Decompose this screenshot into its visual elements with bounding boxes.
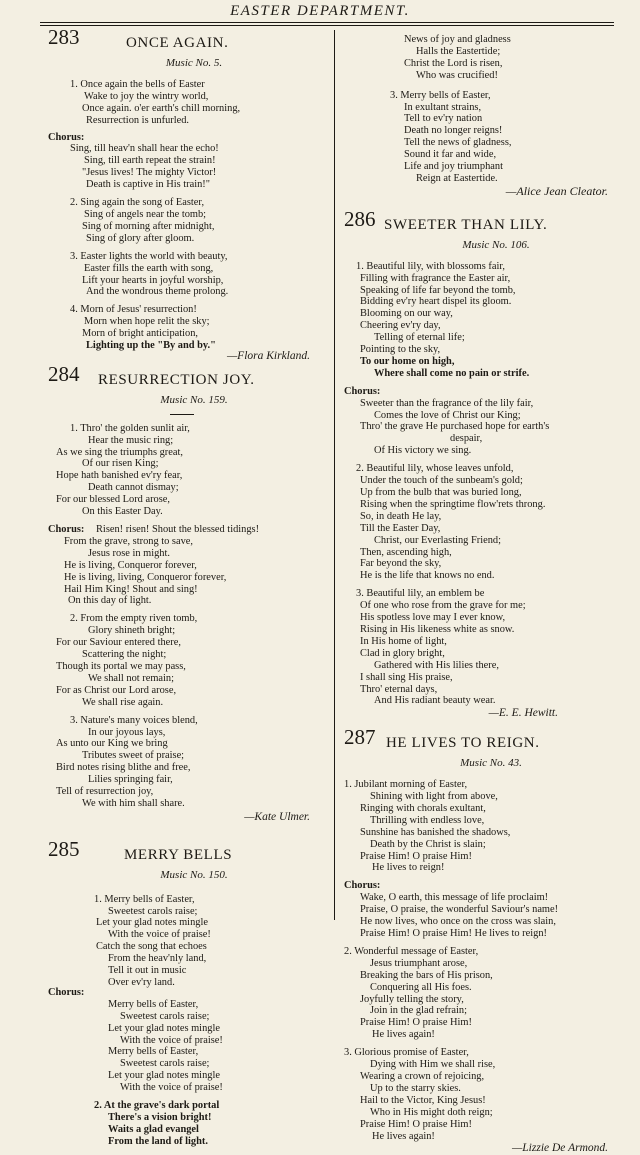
verse-line: Comes the love of Christ our King;	[374, 409, 521, 421]
verse-line: He is living, living, Conqueror forever,	[64, 571, 227, 583]
hymn-285-continued	[344, 34, 608, 198]
verse-line: Sweetest carols raise;	[120, 1058, 210, 1070]
verse-line: 1. Thro' the golden sunlit air,	[70, 422, 190, 434]
verse-line: Sing of angels near the tomb;	[84, 208, 207, 220]
page-header	[0, 0, 640, 28]
verse-line: Glory shineth bright;	[88, 625, 176, 637]
verse-line: His spotless love may I ever know,	[360, 612, 506, 624]
verse-line: Lilies springing fair,	[88, 774, 173, 786]
verse-line: Bidding ev'ry heart dispel its gloom.	[360, 296, 512, 308]
verse-line: Telling of eternal life;	[374, 332, 465, 344]
hymn-286	[344, 206, 608, 720]
right-column	[344, 34, 608, 1155]
verse-line: Rising in His likeness white as snow.	[360, 623, 515, 635]
verse-line: To our home on high,	[360, 355, 455, 367]
verse-line: I shall sing His praise,	[360, 671, 453, 683]
column-divider	[334, 30, 335, 920]
verse-line: As unto our King we bring	[56, 738, 168, 750]
verse-line: Up from the bulb that was buried long,	[360, 487, 522, 498]
hymn-number: 287	[344, 725, 376, 750]
verse-line: Join in the glad refrain;	[370, 1005, 467, 1017]
verse-line: And the wondrous theme prolong.	[86, 286, 229, 298]
verse-line: Dying with Him we shall rise,	[370, 1059, 496, 1071]
verse-line: He lives again!	[372, 1130, 435, 1142]
verse-line: We shall rise again.	[82, 696, 164, 708]
verse-line: Cheering ev'ry day,	[360, 320, 441, 332]
chorus	[48, 524, 310, 607]
verse-line: Shining with light from above,	[370, 791, 498, 803]
verse-line: Then, ascending high,	[360, 546, 452, 558]
hymn-number: 284	[48, 361, 80, 386]
verse-line: Sunshine has banished the shadows,	[360, 826, 511, 838]
verse-line: We shall not remain;	[88, 672, 175, 684]
verse-line: He is the life that knows no end.	[360, 570, 495, 582]
verse-line: So, in death He lay,	[360, 510, 442, 522]
verse-line: Of our risen King;	[82, 458, 159, 470]
verse-line: 3. Merry bells of Easter,	[390, 89, 491, 101]
verse-line: 2. Wonderful message of Easter,	[344, 945, 479, 957]
hymn-number: 286	[344, 206, 376, 231]
verse-line: Praise Him! O praise Him!	[360, 1017, 472, 1029]
verse	[48, 613, 310, 708]
verse-line: Morn when hope relit the sky;	[84, 316, 210, 328]
verse-line: Sound it far and wide,	[404, 149, 497, 161]
author-credit: —Flora Kirkland.	[226, 349, 310, 362]
verse-line: Hail Him King! Shout and sing!	[64, 583, 198, 595]
verse-line: despair,	[450, 433, 483, 445]
verse-line: Merry bells of Easter,	[108, 998, 199, 1010]
verse-line: 3. Easter lights the world with beauty,	[70, 250, 228, 262]
verse-line: Though its portal we may pass,	[56, 660, 186, 672]
verse	[344, 1047, 608, 1142]
verse-line: Praise, O praise, the wonderful Saviour's name!	[360, 904, 559, 916]
verse-line: Thro' the grave He purchased hope for earth's	[360, 421, 550, 433]
verse-line: Sweetest carols raise;	[120, 1010, 210, 1022]
verse-line: On this Easter Day.	[82, 506, 163, 518]
verse	[344, 463, 608, 582]
verse-line: "Jesus lives! The mighty Victor!	[82, 167, 217, 179]
music-reference: Music No. 5.	[165, 57, 223, 69]
verse-line: With the voice of praise!	[108, 929, 211, 941]
verse-line: From the heav'nly land,	[108, 953, 207, 965]
verse-line: Gathered with His lilies there,	[374, 659, 499, 671]
chorus-label: Chorus:	[48, 524, 85, 535]
verse-line: 1. Beautiful lily, with blossoms fair,	[356, 260, 505, 272]
verse-line: 3. Beautiful lily, an emblem be	[356, 588, 485, 600]
verse-line: Wake, O earth, this message of life proclaim!	[360, 892, 549, 904]
verse	[344, 261, 608, 380]
verse-line: Sing of glory after gloom.	[86, 232, 195, 244]
verse-line: Ringing with chorals exultant,	[360, 802, 486, 814]
verse-line: Lighting up the "By and by."	[86, 340, 216, 352]
verse	[48, 423, 310, 518]
verse-line: Sing, till earth repeat the strain!	[84, 155, 216, 167]
verse-line: Over ev'ry land.	[108, 977, 175, 988]
verse-line: Halls the Eastertide;	[416, 45, 501, 57]
verse-line: 1. Jubilant morning of Easter,	[344, 779, 468, 791]
verse-line: Christ, our Everlasting Friend;	[374, 534, 501, 546]
verse-line: Waits a glad evangel	[108, 1123, 199, 1135]
verse-line: Let your glad notes mingle	[96, 917, 208, 929]
verse-line: Tell of resurrection joy,	[56, 786, 154, 798]
verse-line: Tell it out in music	[108, 965, 187, 977]
verse-line: Wake to joy the wintry world,	[84, 90, 209, 102]
verse-line: Conquering all His foes.	[370, 981, 472, 993]
chorus-label: Chorus:	[48, 986, 85, 998]
verse-line: On this day of light.	[68, 595, 152, 607]
verse-line: He is living, Conqueror forever,	[64, 559, 197, 571]
verse	[344, 34, 608, 82]
verse-line: 2. At the grave's dark portal	[94, 1100, 220, 1112]
chorus-label: Chorus:	[344, 880, 381, 892]
author-credit: —Kate Ulmer.	[244, 810, 310, 823]
verse-line: Risen! risen! Shout the blessed tidings!	[96, 524, 260, 535]
verse	[48, 251, 310, 299]
verse-line: Where shall come no pain or strife.	[374, 367, 530, 379]
hymn-title: ONCE AGAIN.	[126, 35, 229, 51]
hymn-title: SWEETER THAN LILY.	[384, 216, 548, 233]
verse-line: Sing of morning after midnight,	[82, 220, 215, 232]
verse-line: Tell the news of gladness,	[404, 137, 512, 149]
hymn-title: HE LIVES TO REIGN.	[386, 735, 540, 752]
verse-line: With the voice of praise!	[120, 1082, 223, 1094]
verse	[344, 779, 608, 874]
verse-line: 2. From the empty riven tomb,	[70, 613, 198, 625]
verse-line: In our joyous lays,	[88, 726, 166, 738]
verse-line: Once again. o'er earth's chill morning,	[82, 102, 241, 114]
verse-line: 1. Once again the bells of Easter	[70, 78, 205, 90]
verse-line: News of joy and gladness	[404, 34, 511, 45]
verse-line: Scattering the night;	[82, 649, 167, 661]
verse-line: Praise Him! O praise Him!	[360, 850, 472, 862]
verse-line: Pointing to the sky,	[360, 344, 441, 356]
verse-line: Morn of bright anticipation,	[82, 328, 199, 340]
verse-line: Let your glad notes mingle	[108, 1070, 220, 1082]
verse-line: 3. Nature's many voices blend,	[70, 714, 198, 726]
verse-line: Catch the song that echoes	[96, 941, 207, 953]
verse-line: Christ the Lord is risen,	[404, 57, 503, 69]
verse-line: Up to the starry skies.	[370, 1082, 461, 1094]
verse-line: For our Saviour entered there,	[56, 637, 181, 649]
verse-line: Filling with fragrance the Easter air,	[360, 272, 511, 284]
verse-line: Easter fills the earth with song,	[84, 262, 214, 274]
chorus	[344, 386, 608, 457]
verse-line: For our blessed Lord arose,	[56, 494, 170, 506]
verse-line: He lives again!	[372, 1029, 435, 1041]
verse-line: Life and joy triumphant	[404, 161, 503, 173]
verse-line: Lift your hearts in joyful worship,	[82, 274, 224, 286]
verse	[344, 588, 608, 707]
verse-line: Bird notes rising blithe and free,	[56, 762, 191, 774]
verse-line: Let your glad notes mingle	[108, 1022, 220, 1034]
music-reference: Music No. 43.	[460, 757, 522, 770]
verse-line: Reign at Eastertide.	[416, 172, 498, 184]
verse-line: Death by the Christ is slain;	[370, 838, 486, 850]
verse-line: Death is captive in His train!"	[86, 179, 210, 191]
verse	[344, 90, 608, 185]
hymn-number: 285	[48, 836, 80, 861]
header-rule-thin	[40, 25, 614, 26]
author-credit: —Lizzie De Armond.	[512, 1142, 608, 1155]
verse-line: Merry bells of Easter,	[108, 1046, 199, 1058]
left-column	[48, 25, 310, 1154]
verse	[48, 304, 310, 352]
hymn-title: MERRY BELLS	[124, 846, 233, 863]
hymn-287	[344, 725, 608, 1155]
chorus-label: Chorus:	[344, 385, 381, 397]
verse-line: And His radiant beauty wear.	[374, 695, 496, 707]
chorus	[48, 133, 310, 192]
author-credit: —Alice Jean Cleator.	[505, 183, 608, 198]
verse	[48, 715, 310, 810]
verse-line: Praise Him! O praise Him!	[360, 1118, 472, 1130]
header-rule	[40, 22, 614, 23]
section-dash	[170, 414, 194, 415]
verse-line: 2. Beautiful lily, whose leaves unfold,	[356, 463, 514, 475]
chorus	[344, 880, 608, 940]
verse-line: Death cannot dismay;	[88, 482, 179, 494]
verse-line: 2. Sing again the song of Easter,	[70, 197, 205, 209]
verse	[344, 946, 608, 1041]
verse	[48, 79, 310, 127]
verse-line: Thro' eternal days,	[360, 683, 438, 695]
verse-line: Death no longer reigns!	[404, 125, 503, 137]
verse-line: Sweeter than the fragrance of the lily fair,	[360, 397, 534, 409]
verse-line: Under the touch of the sunbeam's gold;	[360, 475, 523, 487]
verse-line: From the grave, strong to save,	[64, 535, 193, 547]
verse-line: For as Christ our Lord arose,	[56, 684, 177, 696]
hymn-number: 283	[48, 25, 80, 49]
verse-line: Blooming on our way,	[360, 308, 453, 320]
hymn-283	[48, 25, 310, 363]
verse-line: We with him shall share.	[82, 797, 185, 809]
verse-line: Far beyond the sky,	[360, 558, 442, 570]
verse-line: In His home of light,	[360, 635, 447, 647]
verse-line: 4. Morn of Jesus' resurrection!	[70, 304, 197, 316]
verse-line: Hail to the Victor, King Jesus!	[360, 1094, 486, 1106]
verse-line: He lives to reign!	[372, 862, 445, 874]
music-reference: Music No. 150.	[160, 868, 228, 881]
verse-line: Jesus triumphant arose,	[370, 957, 468, 969]
verse-line: Of one who rose from the grave for me;	[360, 600, 526, 612]
verse-line: From the land of light.	[108, 1135, 208, 1147]
verse-line: Tributes sweet of praise;	[82, 750, 185, 762]
verse-line: Praise Him! O praise Him! He lives to reign!	[360, 928, 547, 939]
verse-line: With the voice of praise!	[120, 1034, 223, 1046]
music-reference: Music No. 106.	[462, 238, 530, 251]
verse-line: Tell to ev'ry nation	[404, 113, 483, 125]
verse-line: Hear the music ring;	[88, 434, 174, 446]
verse-line: Speaking of life far beyond the tomb,	[360, 284, 516, 296]
chorus-label: Chorus:	[48, 131, 85, 143]
verse-line: In exultant strains,	[404, 101, 482, 113]
verse-line: 3. Glorious promise of Easter,	[344, 1047, 469, 1059]
verse-line: Resurrection is unfurled.	[86, 114, 190, 126]
verse-line: There's a vision bright!	[108, 1111, 212, 1123]
verse-line: Joyfully telling the story,	[360, 993, 464, 1005]
verse-line: Rising when the springtime flow'rets throng.	[360, 498, 546, 510]
page-title: EASTER DEPARTMENT.	[230, 3, 410, 19]
verse-line: Till the Easter Day,	[360, 522, 441, 534]
music-reference: Music No. 159.	[160, 393, 228, 406]
author-credit: —E. E. Hewitt.	[488, 707, 558, 720]
verse-line: Jesus rose in might.	[88, 547, 170, 559]
verse-line: As we sing the triumphs great,	[56, 446, 183, 458]
verse-line: Hope hath banished ev'ry fear,	[56, 470, 183, 482]
verse	[48, 894, 310, 989]
verse-line: Clad in glory bright,	[360, 647, 445, 659]
verse	[48, 1100, 310, 1148]
verse-line: Thrilling with endless love,	[370, 814, 485, 826]
hymn-284	[48, 361, 310, 824]
hymn-285	[48, 836, 310, 1148]
chorus	[48, 986, 310, 1094]
verse-line: Sing, till heav'n shall hear the echo!	[70, 143, 219, 155]
verse-line: Of His victory we sing.	[374, 445, 472, 457]
verse-line: Wearing a crown of rejoicing,	[360, 1070, 485, 1082]
verse-line: He now lives, who once on the cross was slain,	[360, 916, 556, 928]
verse-line: Who in His might doth reign;	[370, 1106, 493, 1118]
hymn-title: RESURRECTION JOY.	[98, 371, 255, 388]
verse-line: Sweetest carols raise;	[108, 905, 198, 917]
verse	[48, 197, 310, 245]
verse-line: Breaking the bars of His prison,	[360, 969, 493, 981]
verse-line: 1. Merry bells of Easter,	[94, 893, 195, 905]
verse-line: Who was crucified!	[416, 69, 498, 81]
